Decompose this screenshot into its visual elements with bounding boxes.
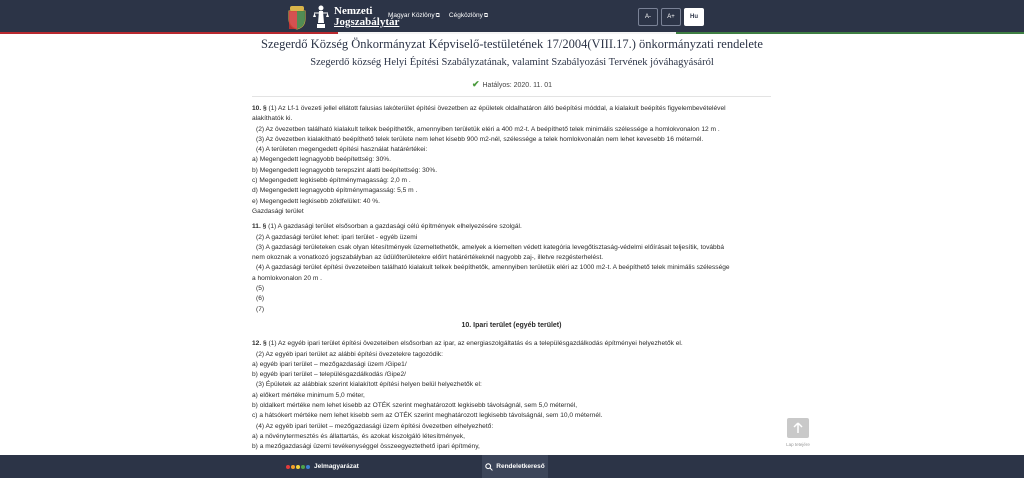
list-item: b) egyéb ipari terület – településgazdálkodás /Gipe2/	[252, 371, 406, 379]
font-decrease-button[interactable]: A-	[638, 8, 658, 26]
legend-dot	[286, 465, 290, 469]
back-to-top-label: Lap tetejére	[786, 442, 810, 447]
legend-label: Jelmagyarázat	[314, 463, 359, 470]
legend-button[interactable]	[286, 455, 359, 478]
divider	[252, 96, 771, 97]
paragraph-text: (1) A gazdasági terület elsősorban a gazdasági célú építmények elhelyezésére szolgál.	[266, 223, 522, 231]
document-subtitle: Szegerdő község Helyi Építési Szabályzatának, valamint Szabályozási Tervének jóváhagyásáról	[310, 57, 714, 68]
brand-name-line2: Jogszabálytár	[334, 16, 400, 28]
subsection-title: Gazdasági terület	[252, 207, 304, 215]
paragraph: (4) A gazdasági terület építési övezeteiben található kialakult telkek beépíthetők, amennyiben területük eléri az 1000 m2-t. A beépíthető telek minimális szélessége	[256, 264, 730, 272]
top-navbar	[0, 0, 1024, 34]
list-item: e) Megengedett legkisebb zöldfelület: 40 %.	[252, 197, 380, 205]
paragraph: (3) A gazdasági területeken csak olyan létesítmények üzemeltethetők, amelyek a kiemelten védett kategória levegőtisztaság-védelmi előírásait teljesítik, továbbá	[256, 243, 725, 251]
section-heading: 10. Ipari terület (egyéb terület)	[461, 321, 562, 329]
paragraph: (2) A gazdasági terület lehet: ipari terület - egyéb üzemi	[256, 233, 418, 241]
legend-dot	[301, 465, 305, 469]
paragraph: (4) A területen megengedett építési használat határértékei:	[256, 146, 428, 154]
external-link-icon: ⧉	[435, 13, 440, 19]
paragraph-text: (1) Az egyéb ipari terület építési övezeteiben elsősorban az ipar, az energiaszolgáltatás és a településgazdálkodás építményei helyezhetők el.	[266, 340, 683, 348]
search-icon	[485, 463, 493, 471]
document-body	[252, 104, 771, 453]
paragraph: (6)	[256, 295, 265, 303]
cegkozlony-link[interactable]	[449, 12, 488, 20]
paragraph	[252, 104, 771, 114]
list-item: c) Megengedett legkisebb építménymagasság: 2,0 m .	[252, 177, 411, 185]
language-button[interactable]: Hu	[684, 8, 704, 26]
paragraph	[252, 339, 771, 349]
brand-name-line1: Nemzeti	[334, 5, 373, 17]
list-item: b) Megengedett legnagyobb terepszint alatti beépítettség: 30%.	[252, 166, 438, 174]
paragraph: (5)	[256, 285, 265, 293]
paragraph: (3) Épületek az alábbiak szerint kialakított építési helyen belül helyezhetők el:	[256, 381, 482, 389]
hungarian-crest-icon	[286, 4, 308, 30]
paragraph-text: (1) Az Lf-1 övezeti jellel ellátott falusias lakóterület építési övezetben az épületek oldalhatáron álló beépítési móddal, a kialakult beépítés figyelembevételével	[266, 105, 726, 112]
font-increase-button[interactable]: A+	[661, 8, 681, 26]
validity-status	[0, 79, 1024, 90]
search-label: Rendeletkereső	[496, 463, 545, 470]
external-link-icon: ⧉	[483, 13, 489, 19]
validity-text: Hatályos: 2020. 11. 01	[482, 82, 553, 89]
magyar-kozlony-link[interactable]	[388, 12, 440, 20]
list-item: a) a növénytermesztés és állattartás, és azokat kiszolgáló létesítmények,	[252, 432, 465, 440]
legend-dot	[296, 465, 300, 469]
list-item: a) egyéb ipari terület – mezőgazdasági üzem /Gipe1/	[252, 360, 407, 368]
legend-dot	[291, 465, 295, 469]
paragraph: (4) Az egyéb ipari terület – mezőgazdasági üzem építési övezetben elhelyezhető:	[256, 422, 494, 430]
paragraph	[252, 222, 771, 232]
legend-dots-icon	[286, 465, 310, 469]
arrow-up-icon	[793, 422, 803, 434]
paragraph: nem okoznak a vonatkozó jogszabályban az üdülőterületekre előírt határértékeknél nagyobb zaj-, illetve rezgésterhelést.	[252, 254, 604, 262]
list-item: d) Megengedett legnagyobb építménymagasság: 5,5 m .	[252, 187, 418, 195]
paragraph: (2) Az övezetben található kialakult telkek beépíthetők, amennyiben területük eléri a 400 m2-t. A beépíthető telek minimális szélessége a homlokvonalon 12 m .	[256, 125, 720, 133]
national-colors-stripe	[0, 32, 1024, 34]
brand-logo-link[interactable]	[286, 3, 399, 31]
paragraph: alakíthatók ki.	[252, 115, 293, 123]
list-item: b) a mezőgazdasági üzemi tevékenységgel összeegyeztethető ipari építmény,	[252, 443, 480, 451]
check-icon: ✔	[471, 79, 480, 89]
paragraph: (7)	[256, 305, 265, 313]
section-number: 10. §	[252, 105, 267, 112]
section-number: 12. §	[252, 340, 267, 348]
paragraph: a homlokvonalon 20 m .	[252, 274, 323, 282]
document-title: Szegerdő Község Önkormányzat Képviselő-testületének 17/2004(VIII.17.) önkormányzati rendelete	[261, 37, 763, 51]
justice-statue-icon	[312, 4, 330, 30]
paragraph: (2) Az egyéb ipari terület az alábbi építési övezetekre tagozódik:	[256, 350, 443, 358]
cegkozlony-label: Cégközlöny	[448, 12, 483, 19]
magyar-kozlony-label: Magyar Közlöny	[388, 12, 435, 19]
bottom-bar	[0, 455, 1024, 478]
list-item: a) előkert mértéke minimum 5,0 méter,	[252, 391, 365, 399]
list-item: b) oldalkert mértéke nem lehet kisebb az OTÉK szerint meghatározott legkisebb távolságnál, sem 5,0 méternél,	[252, 402, 578, 410]
back-to-top-button[interactable]	[787, 418, 809, 438]
paragraph: (3) Az övezetben kialakítható beépíthető telek területe nem lehet kisebb 900 m2-nél, szélessége a telek homlokvonalán nem lehet kevesebb 16 méternél.	[256, 135, 704, 143]
section-number: 11. §	[252, 223, 267, 231]
legend-dot	[306, 465, 310, 469]
regulation-search-button[interactable]	[482, 455, 548, 478]
list-item: c) a hátsókert mértéke nem lehet kisebb sem az OTÉK szerint meghatározott legkisebb távolságnál, sem 10,0 méternél.	[252, 412, 603, 420]
list-item: a) Megengedett legnagyobb beépítettség: 30%.	[252, 156, 391, 164]
